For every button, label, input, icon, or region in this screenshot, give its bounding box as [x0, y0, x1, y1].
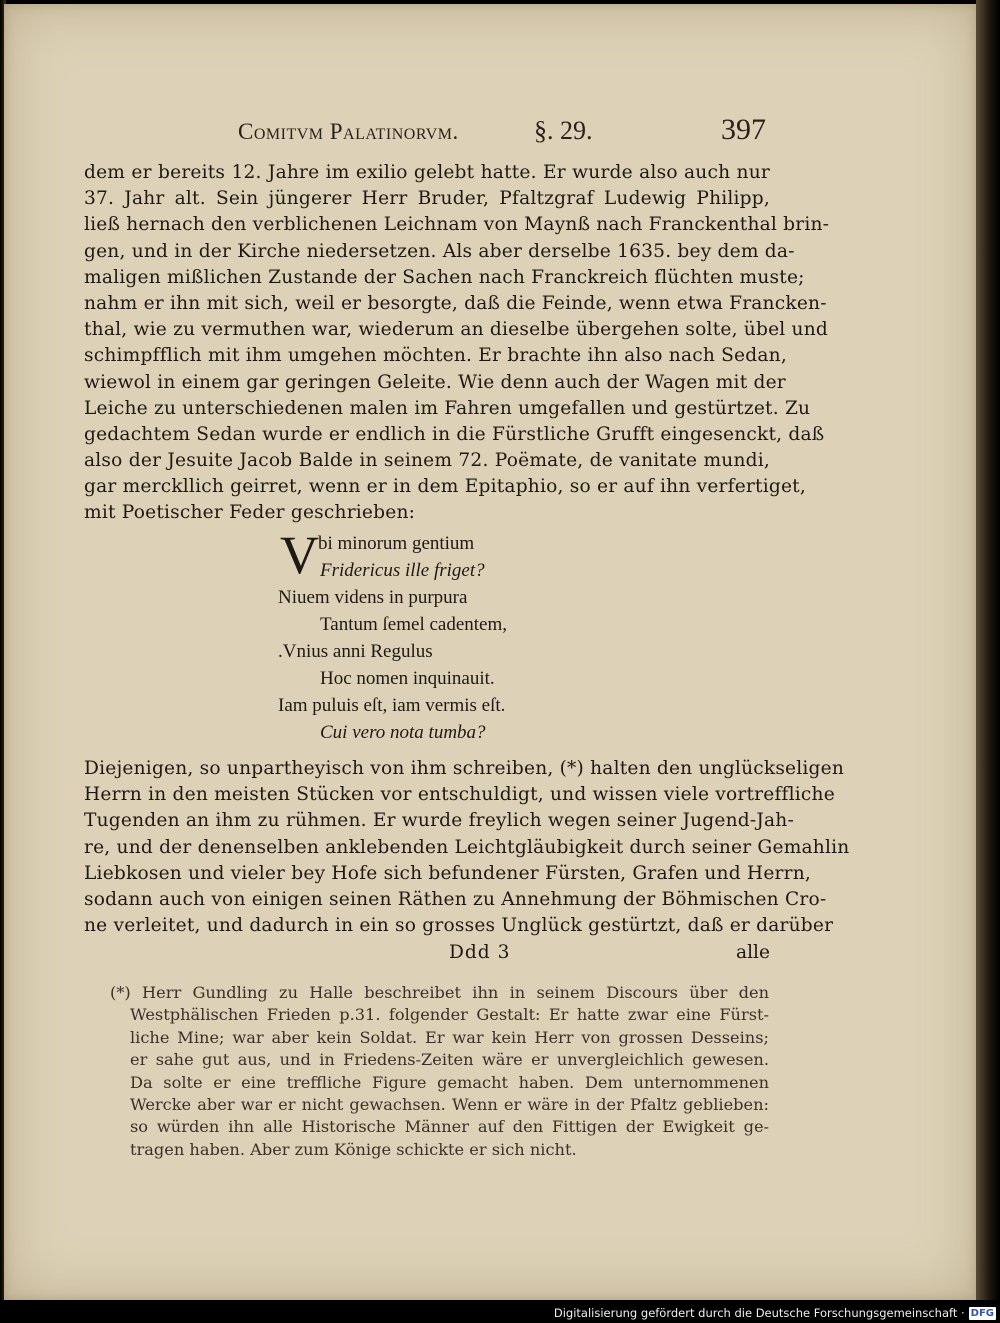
footnote-line: Westphälischen Frieden p.31. folgender Gestalt: Er hatte zwar eine Fürst-	[130, 1005, 769, 1025]
text-line: re, und der denenselben anklebenden Leichtgläubigkeit durch seiner Gemahlin	[84, 836, 850, 858]
footnote-line: er sahe gut aus, und in Friedens-Zeiten wäre er unvergleichlich gewesen.	[130, 1050, 769, 1070]
text-line: schimpfflich mit ihm umgehen möchten. Er brachte ihn also nach Sedan,	[84, 345, 787, 367]
footnote-line: liche Mine; war aber kein Soldat. Er war kein Herr von grossen Desseins;	[130, 1027, 769, 1047]
paragraph-2	[84, 756, 850, 939]
page-right-edge	[976, 0, 1000, 1300]
text-line: gen, und in der Kirche niedersetzen. Als aber derselbe 1635. bey dem da-	[84, 240, 795, 262]
footnote-line: (*) Herr Gundling zu Halle beschreibet ihn in seinem Discours über den	[110, 983, 769, 1002]
text-line: nahm er ihn mit sich, weil er besorgte, daß die Feinde, wenn etwa Francken-	[84, 292, 827, 314]
running-header	[226, 113, 774, 155]
paragraph-1	[84, 160, 830, 527]
poem-line: Hoc nomen inquinauit.	[320, 668, 495, 689]
poem-line: bi minorum gentium	[318, 533, 475, 554]
printer-signature: Ddd 3	[449, 942, 511, 963]
text-line: 37. Jahr alt. Sein jüngerer Herr Bruder, Pfaltzgraf Ludewig Philipp,	[84, 188, 770, 210]
text-line: dem er bereits 12. Jahre im exilio gelebt hatte. Er wurde also auch nur	[84, 162, 770, 183]
text-line: ließ hernach den verblichenen Leichnam von Maynß nach Franckenthal brin-	[84, 214, 830, 236]
dfg-logo: DFG	[970, 1307, 994, 1319]
footnote	[96, 982, 769, 1161]
poem-line: Iam puluis eſt, iam vermis eſt.	[278, 695, 506, 716]
text-line: Liebkosen und vieler bey Hofe sich befundener Fürsten, Grafen und Herrn,	[84, 862, 812, 884]
text-line: mit Poetischer Feder geschrieben:	[84, 502, 416, 524]
credit-text: Digitalisierung gefördert durch die Deutsche Forschungsgemeinschaft ·	[553, 1306, 965, 1320]
text-line: maligen mißlichen Zustande der Sachen nach Franckreich flüchten muste;	[84, 266, 805, 288]
footnote-line: so würden ihn alle Historische Männer auf den Fittigen der Ewigkeit ge-	[130, 1117, 769, 1137]
poem-line: Niuem videns in purpura	[278, 587, 468, 608]
text-line: gar merckllich geirret, wenn er in dem Epitaphio, so er auf ihn verfertiget,	[84, 476, 806, 498]
section-number: §. 29.	[534, 116, 593, 145]
text-line: ne verleitet, und dadurch in ein so grosses Unglück gestürtzt, daß er darüber	[84, 915, 834, 937]
poem-line: Tantum ſemel cadentem,	[320, 614, 508, 635]
text-line: sodann auch von einigen seinen Räthen zu Annehmung der Böhmischen Cro-	[84, 888, 827, 910]
text-line: Herrn in den meisten Stücken vor entschuldigt, und wissen viele vortreffliche	[84, 784, 835, 806]
running-title: Comitvm Palatinorvm.	[238, 119, 459, 144]
footnote-line: Da solte er eine treffliche Figure gemacht haben. Dem unternommenen	[130, 1072, 769, 1092]
poem-line: Cui vero nota tumba?	[320, 722, 486, 743]
poem-line: .Vnius anni Regulus	[278, 641, 433, 662]
epitaph-poem	[260, 525, 620, 746]
text-line: Diejenigen, so unpartheyisch von ihm schreiben, (*) halten den unglückseligen	[84, 758, 845, 779]
text-line: Leiche zu unterschiedenen malen im Fahren umgefallen und gestürtzet. Zu	[84, 397, 811, 419]
drop-initial: V	[280, 525, 319, 585]
poem-line: Fridericus ille friget?	[320, 560, 485, 581]
text-line: thal, wie zu vermuthen war, wiederum an dieselbe übergehen solte, übel und	[84, 319, 828, 341]
text-line: gedachtem Sedan wurde er endlich in die Fürstliche Grufft eingesenckt, daß	[84, 423, 825, 445]
text-line: also der Jesuite Jacob Balde in seinem 72. Poëmate, de vanitate mundi,	[84, 450, 770, 472]
page-number: 397	[721, 113, 766, 146]
text-line: Tugenden an ihm zu rühmen. Er wurde freylich wegen seiner Jugend-Jah-	[84, 810, 794, 832]
page-footer	[84, 942, 770, 968]
footnote-line: tragen haben. Aber zum Könige schickte er sich nicht.	[130, 1139, 577, 1159]
footnote-line: Wercke aber war er nicht gewachsen. Wenn er wäre in der Pfaltz geblieben:	[130, 1094, 769, 1114]
digitization-credit	[554, 1305, 996, 1321]
text-line: wiewol in einem gar geringen Geleite. Wie denn auch der Wagen mit der	[84, 371, 786, 393]
catchword: alle	[736, 942, 770, 963]
